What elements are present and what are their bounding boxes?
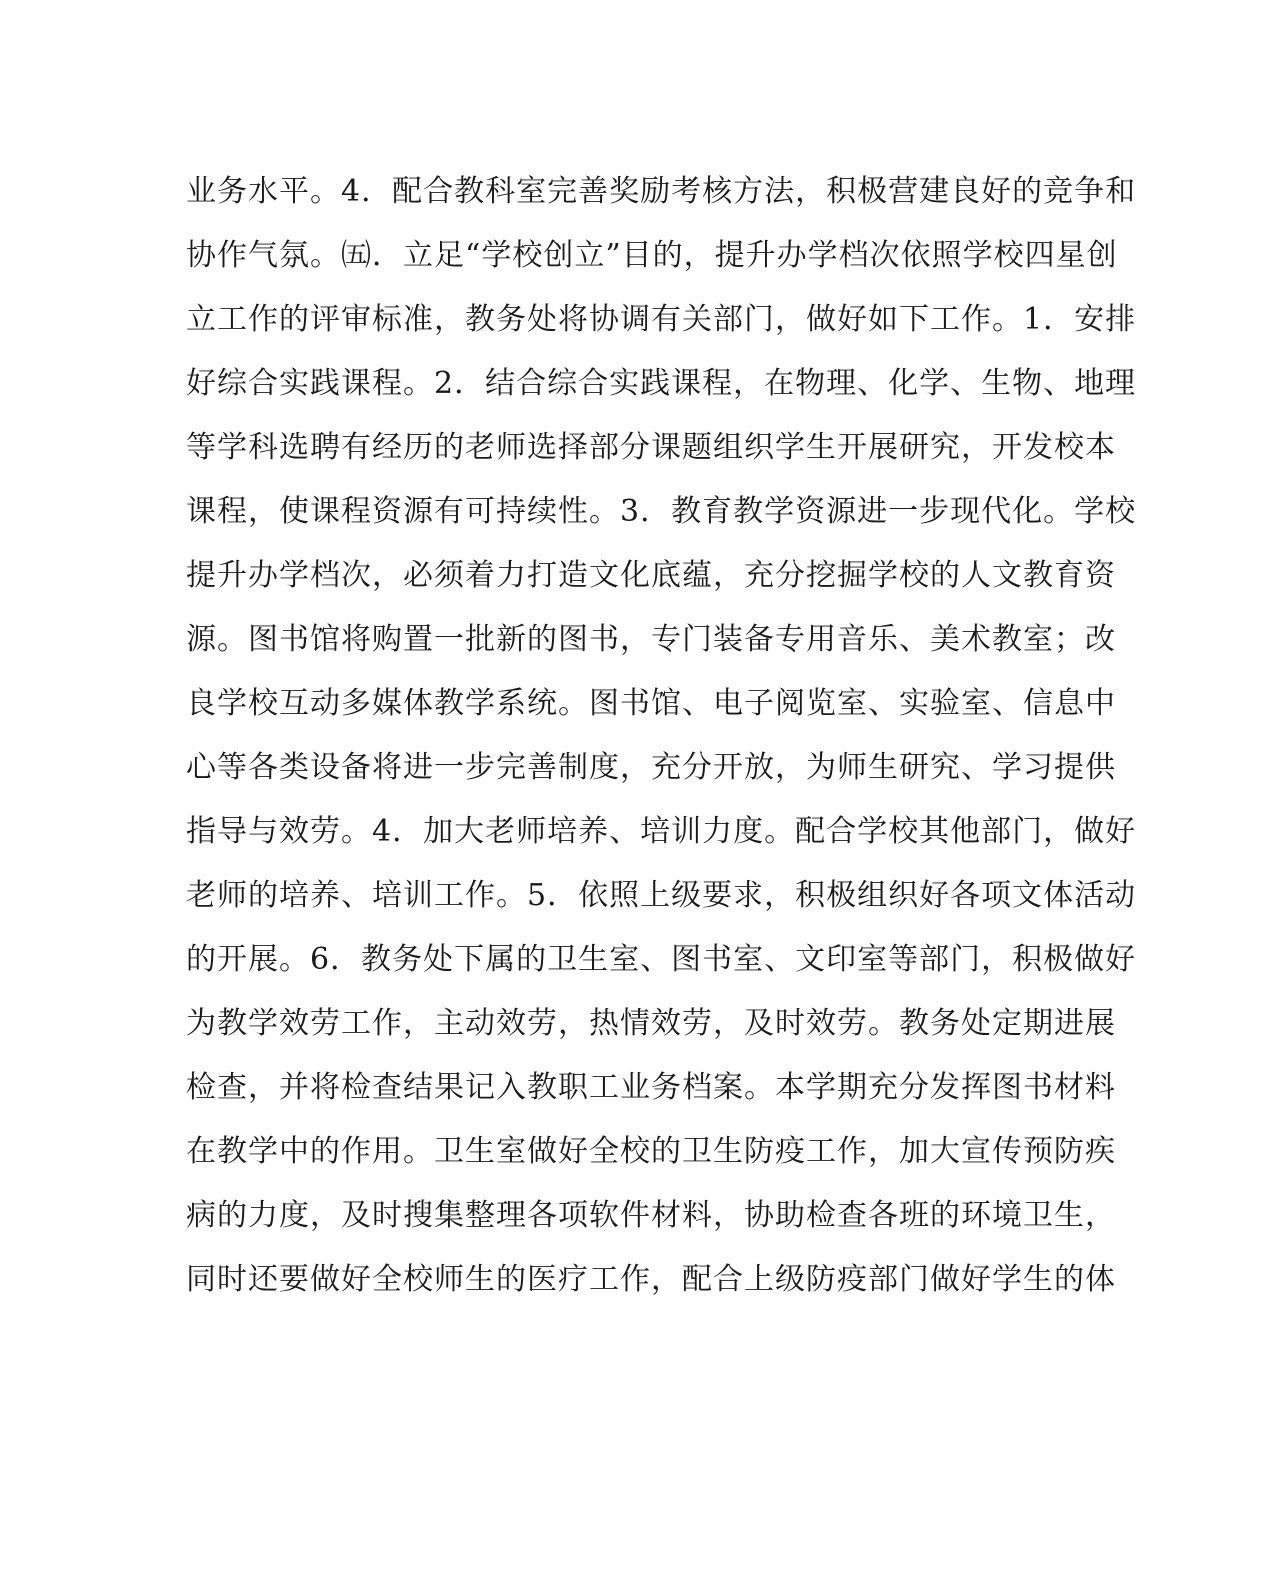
text-line: 心等各类设备将进一步完善制度，充分开放，为师生研究、学习提供 — [186, 750, 1116, 785]
text-line: 检查，并将检查结果记入教职工业务档案。本学期充分发挥图书材料 — [186, 1070, 1116, 1105]
text-line: 老师的培养、培训工作。5．依照上级要求，积极组织好各项文体活动 — [186, 878, 1137, 913]
text-line: 源。图书馆将购置一批新的图书，专门装备专用音乐、美术教室；改 — [186, 622, 1116, 657]
text-line: 提升办学档次，必须着力打造文化底蕴，充分挖掘学校的人文教育资 — [186, 558, 1116, 593]
text-line: 同时还要做好全校师生的医疗工作，配合上级防疫部门做好学生的体 — [186, 1262, 1116, 1297]
text-line: 好综合实践课程。2．结合综合实践课程，在物理、化学、生物、地理 — [186, 366, 1137, 401]
text-line: 立工作的评审标准，教务处将协调有关部门，做好如下工作。1．安排 — [186, 302, 1137, 337]
text-line: 指导与效劳。4．加大老师培养、培训力度。配合学校其他部门，做好 — [186, 814, 1137, 849]
text-line: 协作气氛。㈤．立足“学校创立”目的，提升办学档次依照学校四星创 — [186, 238, 1118, 273]
text-line: 课程，使课程资源有可持续性。3．教育教学资源进一步现代化。学校 — [186, 494, 1137, 529]
text-line: 在教学中的作用。卫生室做好全校的卫生防疫工作，加大宣传预防疾 — [186, 1134, 1116, 1169]
text-line: 为教学效劳工作，主动效劳，热情效劳，及时效劳。教务处定期进展 — [186, 1006, 1116, 1041]
text-line: 业务水平。4．配合教科室完善奖励考核方法，积极营建良好的竞争和 — [186, 174, 1137, 209]
body-text — [186, 160, 1137, 1312]
text-line: 良学校互动多媒体教学系统。图书馆、电子阅览室、实验室、信息中 — [186, 686, 1116, 721]
text-line: 的开展。6．教务处下属的卫生室、图书室、文印室等部门，积极做好 — [186, 942, 1137, 977]
text-line: 等学科选聘有经历的老师选择部分课题组织学生开展研究，开发校本 — [186, 430, 1116, 465]
text-line: 病的力度，及时搜集整理各项软件材料，协助检查各班的环境卫生， — [186, 1198, 1116, 1233]
